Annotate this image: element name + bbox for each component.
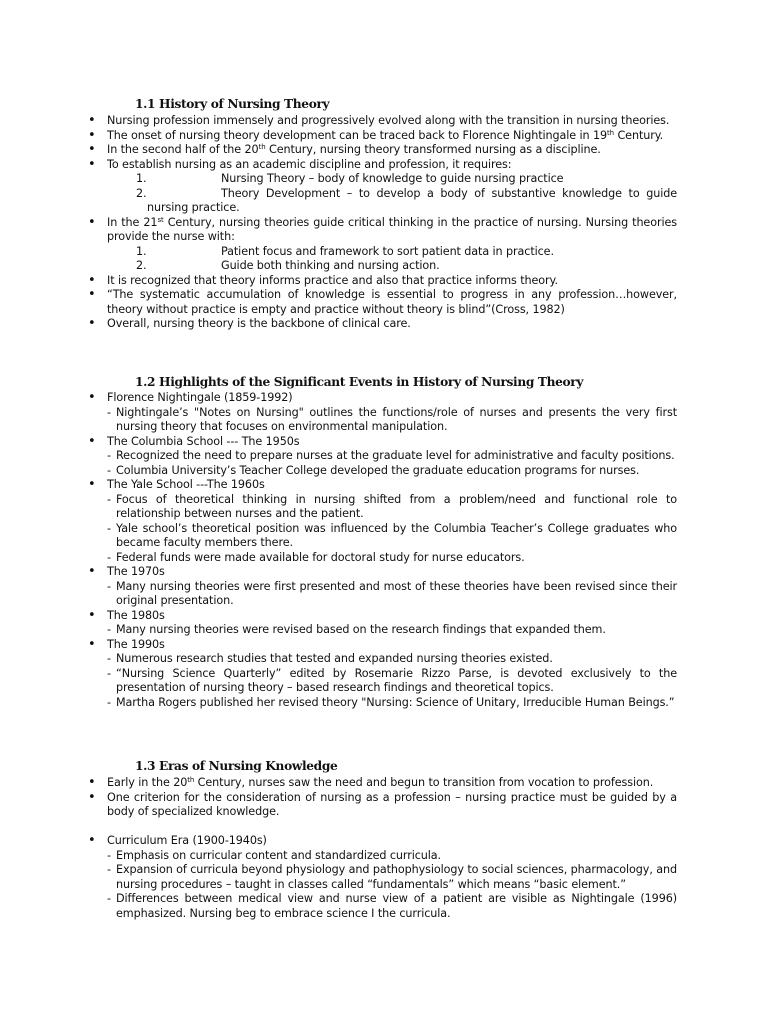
list-item-text: In the 21st Century, nursing theories guide critical thinking in the practice of nursing. Nursing theories provide the nurse with: [107,215,677,243]
group-item [107,834,677,921]
numbered-item [107,259,677,274]
list-item: • One criterion for the consideration of nursing as a profession – nursing practice must be guided by a body of specialized knowledge. [107,791,677,820]
era-list [107,834,677,921]
list-item [107,216,677,274]
numbered-item [107,245,677,260]
list-item: • “The systematic accumulation of knowledge is essential to progress in any profession…however, theory without practice is empty and practice without theory is blind”(Cross, 1982) [107,288,677,317]
group-title: Florence Nightingale (1859-1992) [107,391,293,404]
numbered-item-text: Nursing Theory – body of knowledge to guide nursing practice [221,172,564,185]
list-item: • Nursing profession immensely and progressively evolved along with the transition in nursing theories. [107,114,677,129]
sub-item: - “Nursing Science Quarterly” edited by Rosemarie Rizzo Parse, is devoted exclusively to the presentation of nursing theory – based research findings and theoretical topics. [107,667,677,696]
sub-item: - Federal funds were made available for doctoral study for nurse educators. [107,551,677,566]
section-1-1-body [107,114,677,332]
item-number: 2. [136,259,147,272]
list-item: • Overall, nursing theory is the backbone of clinical care. [107,317,677,332]
numbered-item-text: Guide both thinking and nursing action. [221,259,440,272]
list-item: • In the second half of the 20th Century, nursing theory transformed nursing as a discipline. [107,143,677,158]
list-item-text: To establish nursing as an academic discipline and profession, it requires: [107,157,512,171]
group-item [107,609,677,638]
group-title: The 1980s [107,608,165,622]
group-item [107,565,677,609]
group-title: The 1990s [107,637,165,651]
sub-item: - Many nursing theories were first presented and most of these theories have been revised since their original presentation. [107,580,677,609]
section-1-3-body [107,776,677,921]
sub-item: - Focus of theoretical thinking in nursing shifted from a problem/need and functional role to relationship between nurses and the patient. [107,493,677,522]
group-title: Curriculum Era (1900-1940s) [107,834,267,847]
group-title: The Columbia School --- The 1950s [107,434,300,448]
item-number: 2. [136,186,147,200]
numbered-item [107,187,677,216]
numbered-item-text: Theory Development – to develop a body of substantive knowledge to guide nursing practice. [147,186,677,214]
sub-item: - Many nursing theories were revised based on the research findings that expanded them. [107,623,677,638]
list-item [107,158,677,216]
sub-item: - Columbia University’s Teacher College developed the graduate education programs for nurses. [107,464,677,479]
sub-item: - Martha Rogers published her revised theory "Nursing: Science of Unitary, Irreducible Human Beings.” [107,696,677,711]
sub-item: - Emphasis on curricular content and standardized curricula. [107,849,677,864]
list-item: • It is recognized that theory informs practice and also that practice informs theory. [107,274,677,289]
sub-item: - Nightingale’s "Notes on Nursing" outlines the functions/role of nurses and presents the very first nursing theory that focuses on environmental manipulation. [107,406,677,435]
list-item: • Early in the 20th Century, nurses saw the need and begun to transition from vocation to profession. [107,776,677,791]
numbered-item-text: Patient focus and framework to sort patient data in practice. [221,244,554,258]
item-number: 1. [136,172,147,185]
sub-item: - Differences between medical view and nurse view of a patient are visible as Nightingale (1996) emphasized. Nursing beg to embrace science I the curricula. [107,892,677,921]
list-item: • The onset of nursing theory development can be traced back to Florence Nightingale in 19th Century. [107,129,677,144]
section-heading-1-1: 1.1 History of Nursing Theory [135,97,330,111]
sub-item: - Numerous research studies that tested and expanded nursing theories existed. [107,652,677,667]
group-title: The Yale School ---The 1960s [107,478,265,491]
group-title: The 1970s [107,565,165,578]
group-item [107,391,677,435]
sub-item: - Expansion of curricula beyond physiology and pathophysiology to social sciences, pharmacology, and nursing procedures – taught in classes called “fundamentals” which means “basic element.” [107,863,677,892]
blank-line [107,820,677,835]
numbered-item [107,172,677,187]
group-item [107,638,677,711]
section-heading-1-3: 1.3 Eras of Nursing Knowledge [135,759,338,773]
section-1-2-body [107,391,677,710]
group-item [107,478,677,565]
section-heading-1-2: 1.2 Highlights of the Significant Events in History of Nursing Theory [135,375,584,389]
sub-item: - Recognized the need to prepare nurses at the graduate level for administrative and faculty positions. [107,449,677,464]
item-number: 1. [136,244,147,258]
group-item [107,435,677,479]
sub-item: - Yale school’s theoretical position was influenced by the Columbia Teacher’s College graduates who became faculty members there. [107,522,677,551]
